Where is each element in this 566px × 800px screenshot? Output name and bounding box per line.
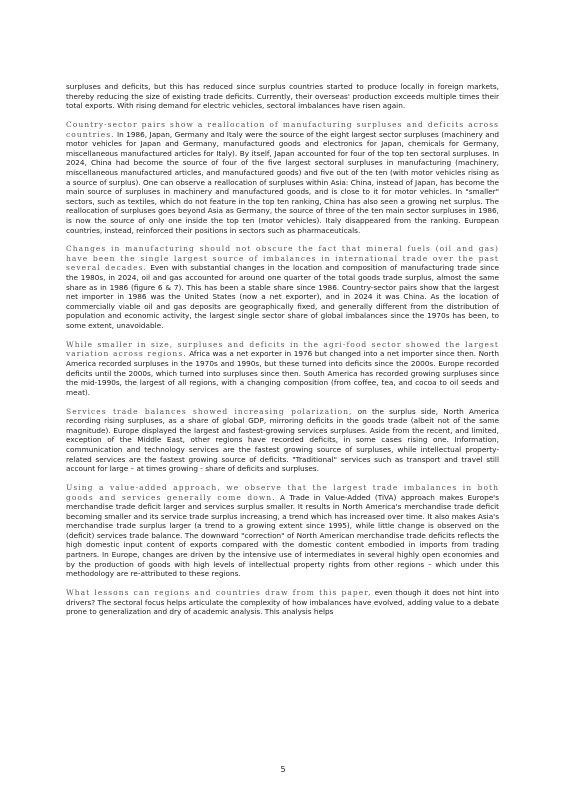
paragraph-2 — [66, 120, 499, 235]
paragraph-lead: Using a value-added approach, we observe that the largest trade imbalances in both goods and services generally come down. — [66, 482, 499, 502]
paragraph-3 — [66, 244, 499, 330]
paragraph-text: In 1986, Japan, Germany and Italy were the source of the eight largest sector surpluses (machinery and motor vehicles for Japan and Germany, manufactured goods and electronics for Japan, chemicals for Germany, miscellaneous manufactured articles for Italy). By itself, Japan accounted for four of the top ten sectoral surpluses. In 2024, China had become the source of four of the five largest sectoral surpluses in manufacturing (machinery, miscellaneous manufactured articles, and manufactured goods) and five out of the ten (with motor vehicles rising as a source of surplus). One can observe a reallocation of surpluses within Asia: China, instead of Japan, has become the main source of surpluses in machinery and manufactured goods, and is close to it for motor vehicles. In "smaller" sectors, such as textiles, which do not feature in the top ten ranking, China has also seen a growing net surplus. The reallocation of surpluses goes beyond Asia as Germany, the source of three of the ten main sector surpluses in 1986, is now the source of only one inside the top ten (motor vehicles). Italy disappeared from the ranking. European countries, instead, reinforced their positions in sectors such as pharmaceuticals. — [66, 129, 499, 235]
paragraph-lead: Services trade balances showed increasing polarization, — [66, 406, 353, 416]
paragraph-4 — [66, 340, 499, 398]
paragraph-text: Even with substantial changes in the location and composition of manufacturing trade since the 1980s, in 2024, oil and gas accounted for around one quarter of the total goods trade surplus, almost the same share as in 1986 (figure 6 & 7). This has been a stable share since 1986. Country-sector pairs show that the largest net importer in 1986 was the United States (now a net exporter), and in 2024 it was China. As the location of commercially viable oil and gas deposits are geographically fixed, and generally different from the distribution of population and economic activity, the largest single sector share of global imbalances since the 1970s has been, to some extent, unavoidable. — [66, 263, 499, 331]
page-body — [66, 82, 499, 626]
paragraph-lead: While smaller in size, surpluses and deficits in the agri-food sector showed the largest variation across regions. — [66, 339, 499, 359]
paragraph-lead: Changes in manufacturing should not obscure the fact that mineral fuels (oil and gas) have been the single largest source of imbalances in international trade over the past several decades. — [66, 244, 499, 273]
paragraph-text: even though it does not hint into drivers? The sectoral focus helps articulate the complexity of how imbalances have evolved, adding value to a debate prone to generalization and dry of academic analysis. This analysis helps — [66, 588, 499, 617]
paragraph-text: surpluses and deficits, but this has reduced since surplus countries started to produce locally in foreign markets, thereby reducing the size of existing trade deficits. Currently, their overseas' production exceeds multiple times their total exports. With rising demand for electric vehicles, sectoral imbalances have risen again. — [66, 82, 499, 111]
paragraph-5 — [66, 407, 499, 474]
paragraph-text: A Trade in Value-Added (TiVA) approach makes Europe's merchandise trade deficit larger and services surplus smaller. It results in North America's merchandise trade deficit becoming smaller and its service trade surplus increasing, a trend which has increased over time. It also makes Asia's merchandise trade surplus larger (a trend to a growing extent since 1995), while little change is observed on the (deficit) services trade balance. The downward "correction" of North American merchandise trade deficits reflects the high domestic input content of exports compared with the domestic content embodied in imports from trading partners. In Europe, changes are driven by the intensive use of intermediates in several highly open economies and by the production of goods with high levels of intellectual property rights from other regions – which under this methodology are re-attributed to these regions. — [66, 492, 499, 579]
paragraph-lead: What lessons can regions and countries draw from this paper, — [66, 588, 372, 598]
paragraph-7 — [66, 588, 499, 617]
paragraph-1 — [66, 82, 499, 111]
paragraph-text: on the surplus side, North America recording rising surpluses, as a share of global GDP, mirroring deficits in the goods trade (albeit not of the same magnitude). Europe displayed the largest and fastest-growing services surpluses. Aside from the recent, and limited, exception of the Middle East, other regions have recorded deficits, in some cases rising one. Information, communication and technology services are the fastest growing source of surpluses, while intellectual property-related services are the fastest growing source of deficits. "Traditional" services such as transport and travel still account for large – at times growing - share of deficits and surpluses. — [66, 406, 499, 474]
paragraph-lead: Country-sector pairs show a reallocation of manufacturing surpluses and deficits across countries. — [66, 119, 499, 139]
page-number: 5 — [280, 765, 286, 774]
paragraph-text: Africa was a net exporter in 1976 but changed into a net importer since then. North America recorded surpluses in the 1970s and 1990s, but these turned into deficits since the 2000s. Europe recorded deficits until the 2000s, which turned into surpluses since then. South America has recorded growing surpluses since the mid-1990s, the largest of all regions, with a changing composition (from coffee, tea, and cocoa to oil seeds and meat). — [66, 349, 499, 397]
paragraph-6 — [66, 483, 499, 579]
